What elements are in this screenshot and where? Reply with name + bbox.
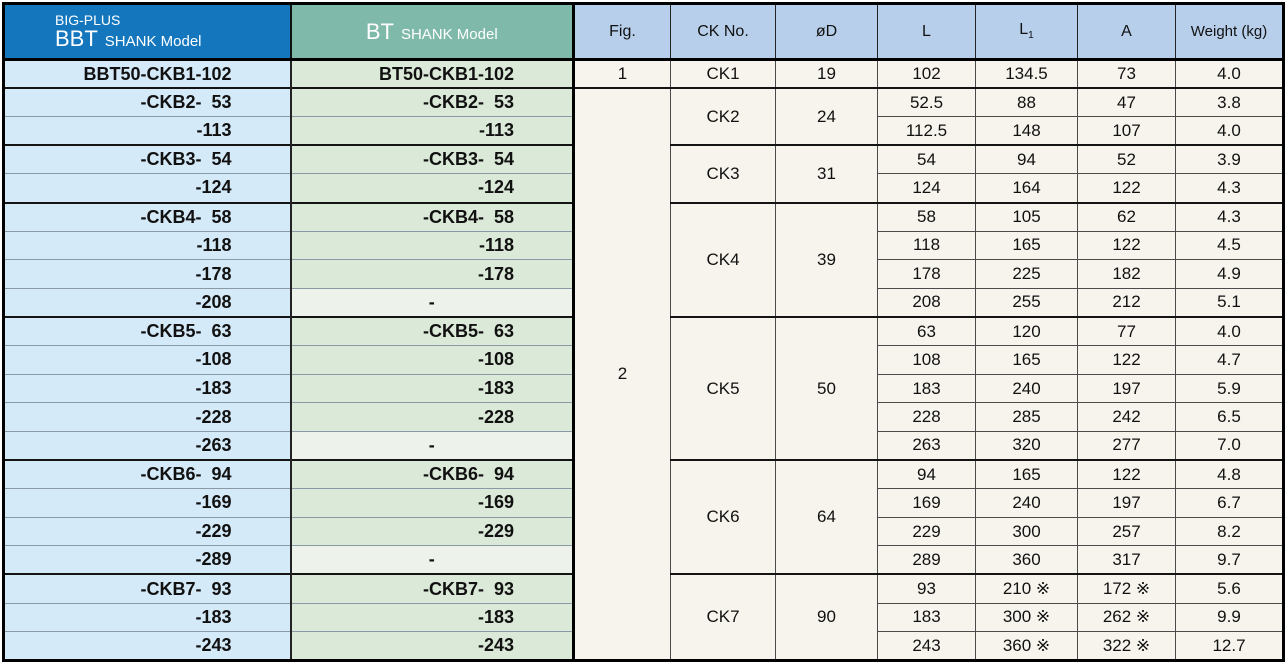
a-cell: 172 ※ bbox=[1078, 574, 1176, 603]
weight-cell: 3.9 bbox=[1176, 145, 1284, 174]
weight-cell: 4.3 bbox=[1176, 203, 1284, 232]
column-header-bt-shank: BT SHANK Model bbox=[291, 4, 574, 60]
weight-cell: 6.7 bbox=[1176, 489, 1284, 518]
od-cell: 19 bbox=[776, 60, 878, 89]
ck-no-cell: CK6 bbox=[671, 460, 776, 574]
l-cell: 183 bbox=[878, 374, 976, 403]
model-cell-bt: - bbox=[291, 431, 574, 460]
a-cell: 182 bbox=[1078, 260, 1176, 289]
model-cell-bbt: BBT50-CKB1-102 bbox=[4, 60, 291, 89]
od-cell: 39 bbox=[776, 203, 878, 317]
table-row bbox=[4, 60, 1284, 89]
model-cell-bt: -CKB5- 63 bbox=[291, 317, 574, 346]
weight-cell: 4.0 bbox=[1176, 117, 1284, 146]
l1-cell: 300 ※ bbox=[976, 603, 1078, 632]
table-body bbox=[4, 60, 1284, 661]
l1-cell: 105 bbox=[976, 203, 1078, 232]
od-cell: 50 bbox=[776, 317, 878, 460]
l1-cell: 225 bbox=[976, 260, 1078, 289]
l1-cell: 120 bbox=[976, 317, 1078, 346]
a-cell: 277 bbox=[1078, 431, 1176, 460]
model-cell-bbt: -229 bbox=[4, 517, 291, 546]
l1-cell: 148 bbox=[976, 117, 1078, 146]
od-cell: 64 bbox=[776, 460, 878, 574]
model-cell-bt: -183 bbox=[291, 374, 574, 403]
a-cell: 47 bbox=[1078, 88, 1176, 117]
weight-cell: 8.2 bbox=[1176, 517, 1284, 546]
model-cell-bbt: -183 bbox=[4, 374, 291, 403]
column-header-l1: $L_1$ bbox=[976, 4, 1078, 60]
weight-cell: 5.6 bbox=[1176, 574, 1284, 603]
model-cell-bt: - bbox=[291, 288, 574, 317]
a-cell: 262 ※ bbox=[1078, 603, 1176, 632]
l1-cell: 360 bbox=[976, 546, 1078, 575]
a-cell: 197 bbox=[1078, 489, 1176, 518]
weight-cell: 5.1 bbox=[1176, 288, 1284, 317]
l-cell: 54 bbox=[878, 145, 976, 174]
model-cell-bt: BT50-CKB1-102 bbox=[291, 60, 574, 89]
weight-cell: 4.9 bbox=[1176, 260, 1284, 289]
l-cell: 112.5 bbox=[878, 117, 976, 146]
l1-cell: 165 bbox=[976, 346, 1078, 375]
l-cell: 208 bbox=[878, 288, 976, 317]
l-cell: 63 bbox=[878, 317, 976, 346]
od-cell: 31 bbox=[776, 145, 878, 202]
l1-cell: 240 bbox=[976, 374, 1078, 403]
l1-cell: 255 bbox=[976, 288, 1078, 317]
l1-cell: 134.5 bbox=[976, 60, 1078, 89]
weight-cell: 5.9 bbox=[1176, 374, 1284, 403]
l-cell: 124 bbox=[878, 174, 976, 203]
spec-table bbox=[2, 2, 1285, 662]
model-cell-bbt: -228 bbox=[4, 403, 291, 432]
column-header-weight: Weight (kg) bbox=[1176, 4, 1284, 60]
model-cell-bt: -243 bbox=[291, 632, 574, 661]
l-cell: 289 bbox=[878, 546, 976, 575]
model-cell-bt: -CKB4- 58 bbox=[291, 203, 574, 232]
ck-no-cell: CK3 bbox=[671, 145, 776, 202]
a-cell: 322 ※ bbox=[1078, 632, 1176, 661]
model-cell-bbt: -124 bbox=[4, 174, 291, 203]
ck-no-cell: CK2 bbox=[671, 88, 776, 145]
weight-cell: 9.9 bbox=[1176, 603, 1284, 632]
model-cell-bt: -CKB6- 94 bbox=[291, 460, 574, 489]
l1-cell: 165 bbox=[976, 460, 1078, 489]
model-cell-bbt: -CKB3- 54 bbox=[4, 145, 291, 174]
l1-cell: 320 bbox=[976, 431, 1078, 460]
model-cell-bt: -118 bbox=[291, 231, 574, 260]
model-cell-bbt: -169 bbox=[4, 489, 291, 518]
model-cell-bt: -108 bbox=[291, 346, 574, 375]
model-cell-bbt: -178 bbox=[4, 260, 291, 289]
l1-cell: 165 bbox=[976, 231, 1078, 260]
l-cell: 108 bbox=[878, 346, 976, 375]
model-cell-bbt: -CKB2- 53 bbox=[4, 88, 291, 117]
a-cell: 212 bbox=[1078, 288, 1176, 317]
model-cell-bt: -CKB2- 53 bbox=[291, 88, 574, 117]
l1-cell: 300 bbox=[976, 517, 1078, 546]
model-cell-bt: -178 bbox=[291, 260, 574, 289]
table-row bbox=[4, 88, 1284, 117]
model-cell-bt: -169 bbox=[291, 489, 574, 518]
weight-cell: 3.8 bbox=[1176, 88, 1284, 117]
l1-cell: 210 ※ bbox=[976, 574, 1078, 603]
l-cell: 94 bbox=[878, 460, 976, 489]
model-cell-bbt: -289 bbox=[4, 546, 291, 575]
l1-cell: 94 bbox=[976, 145, 1078, 174]
l-cell: 102 bbox=[878, 60, 976, 89]
l-cell: 118 bbox=[878, 231, 976, 260]
model-cell-bbt: -CKB7- 93 bbox=[4, 574, 291, 603]
ck-no-cell: CK5 bbox=[671, 317, 776, 460]
model-cell-bbt: -183 bbox=[4, 603, 291, 632]
a-cell: 317 bbox=[1078, 546, 1176, 575]
model-cell-bt: -124 bbox=[291, 174, 574, 203]
model-cell-bt: -183 bbox=[291, 603, 574, 632]
a-cell: 122 bbox=[1078, 231, 1176, 260]
a-cell: 257 bbox=[1078, 517, 1176, 546]
a-cell: 122 bbox=[1078, 346, 1176, 375]
model-cell-bbt: -CKB6- 94 bbox=[4, 460, 291, 489]
a-cell: 197 bbox=[1078, 374, 1176, 403]
l1-cell: 360 ※ bbox=[976, 632, 1078, 661]
weight-cell: 4.0 bbox=[1176, 60, 1284, 89]
model-cell-bbt: -CKB4- 58 bbox=[4, 203, 291, 232]
header-row bbox=[4, 4, 1284, 60]
column-header-bbt-shank bbox=[4, 4, 291, 60]
l-cell: 243 bbox=[878, 632, 976, 661]
model-cell-bt: -113 bbox=[291, 117, 574, 146]
od-cell: 24 bbox=[776, 88, 878, 145]
l-cell: 93 bbox=[878, 574, 976, 603]
model-cell-bt: -229 bbox=[291, 517, 574, 546]
column-header-l: L bbox=[878, 4, 976, 60]
column-header-fig: Fig. bbox=[574, 4, 671, 60]
ck-no-cell: CK1 bbox=[671, 60, 776, 89]
model-cell-bbt: -208 bbox=[4, 288, 291, 317]
model-cell-bbt: -243 bbox=[4, 632, 291, 661]
a-cell: 122 bbox=[1078, 174, 1176, 203]
l-cell: 58 bbox=[878, 203, 976, 232]
ck-no-cell: CK4 bbox=[671, 203, 776, 317]
big-plus-label: BIG-PLUS bbox=[55, 12, 121, 28]
l1-cell: 164 bbox=[976, 174, 1078, 203]
od-cell: 90 bbox=[776, 574, 878, 660]
weight-cell: 4.5 bbox=[1176, 231, 1284, 260]
l-cell: 169 bbox=[878, 489, 976, 518]
model-cell-bt: - bbox=[291, 546, 574, 575]
l-cell: 183 bbox=[878, 603, 976, 632]
a-cell: 73 bbox=[1078, 60, 1176, 89]
l-cell: 229 bbox=[878, 517, 976, 546]
a-cell: 107 bbox=[1078, 117, 1176, 146]
a-cell: 62 bbox=[1078, 203, 1176, 232]
weight-cell: 12.7 bbox=[1176, 632, 1284, 661]
l1-cell: 285 bbox=[976, 403, 1078, 432]
weight-cell: 4.3 bbox=[1176, 174, 1284, 203]
model-cell-bbt: -118 bbox=[4, 231, 291, 260]
l1-cell: 240 bbox=[976, 489, 1078, 518]
weight-cell: 7.0 bbox=[1176, 431, 1284, 460]
a-cell: 77 bbox=[1078, 317, 1176, 346]
model-cell-bbt: -CKB5- 63 bbox=[4, 317, 291, 346]
table-header bbox=[4, 4, 1284, 60]
l-cell: 228 bbox=[878, 403, 976, 432]
weight-cell: 9.7 bbox=[1176, 546, 1284, 575]
fig-cell: 2 bbox=[574, 88, 671, 660]
column-header-ck-no: CK No. bbox=[671, 4, 776, 60]
model-cell-bt: -CKB3- 54 bbox=[291, 145, 574, 174]
a-cell: 52 bbox=[1078, 145, 1176, 174]
weight-cell: 6.5 bbox=[1176, 403, 1284, 432]
a-cell: 122 bbox=[1078, 460, 1176, 489]
model-cell-bt: -CKB7- 93 bbox=[291, 574, 574, 603]
fig-cell: 1 bbox=[574, 60, 671, 89]
l1-cell: 88 bbox=[976, 88, 1078, 117]
l-cell: 263 bbox=[878, 431, 976, 460]
weight-cell: 4.0 bbox=[1176, 317, 1284, 346]
model-cell-bt: -228 bbox=[291, 403, 574, 432]
weight-cell: 4.7 bbox=[1176, 346, 1284, 375]
l-cell: 178 bbox=[878, 260, 976, 289]
weight-cell: 4.8 bbox=[1176, 460, 1284, 489]
model-cell-bbt: -263 bbox=[4, 431, 291, 460]
ck-no-cell: CK7 bbox=[671, 574, 776, 660]
bbt-shank-label: BBT SHANK Model bbox=[55, 26, 202, 51]
a-cell: 242 bbox=[1078, 403, 1176, 432]
column-header-od: øD bbox=[776, 4, 878, 60]
model-cell-bbt: -113 bbox=[4, 117, 291, 146]
column-header-a: A bbox=[1078, 4, 1176, 60]
model-cell-bbt: -108 bbox=[4, 346, 291, 375]
l-cell: 52.5 bbox=[878, 88, 976, 117]
